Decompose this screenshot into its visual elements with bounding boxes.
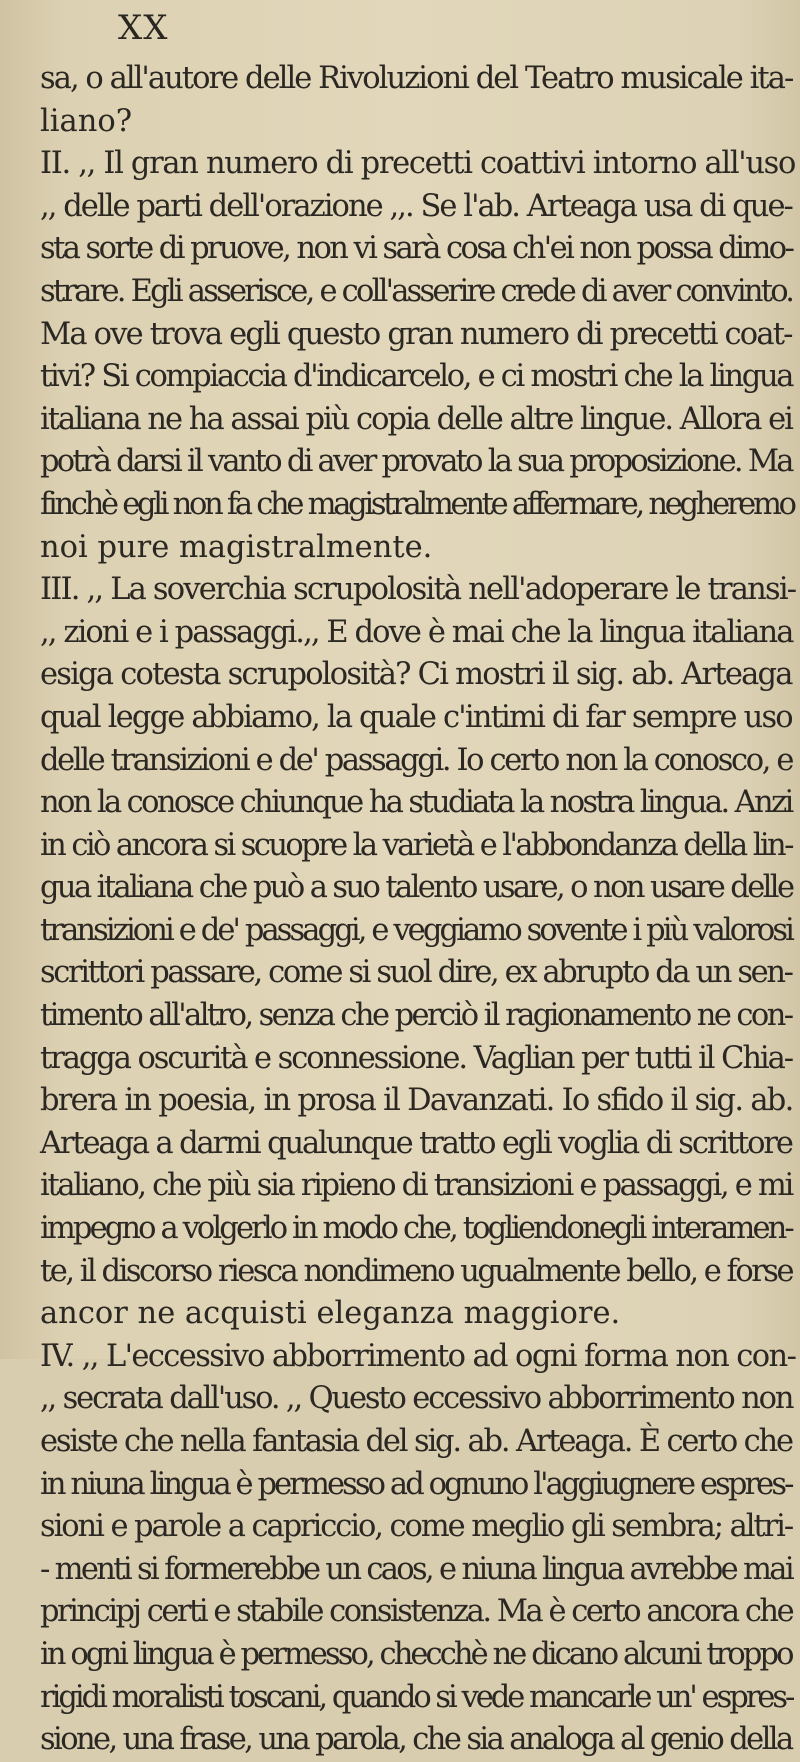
text-line: in niuna lingua è permesso ad ognuno l'aggiugnere espres- bbox=[40, 1466, 792, 1502]
text-line: finchè egli non fa che magistralmente affermare, negheremo bbox=[40, 486, 794, 522]
text-line: Ma ove trova egli questo gran numero di precetti coat- bbox=[40, 316, 792, 352]
text-line: delle transizioni e de' passaggi. Io certo non la conosco, e bbox=[40, 742, 793, 778]
text-line: te, il discorso riesca nondimeno ugualmente bello, e forse bbox=[40, 1253, 793, 1289]
text-line: Arteaga a darmi qualunque tratto egli voglia di scrittore bbox=[40, 1125, 792, 1161]
text-line: non la conosce chiunque ha studiata la nostra lingua. Anzi bbox=[40, 785, 792, 821]
text-line: italiana ne ha assai più copia delle altre lingue. Allora ei bbox=[40, 401, 792, 437]
text-line: in ciò ancora si scuopre la varietà e l'abbondanza della lin- bbox=[40, 827, 792, 863]
text-line: potrà darsi il vanto di aver provato la sua proposizione. Ma bbox=[40, 444, 792, 480]
text-line: sioni e parole a capriccio, come meglio gli sembra; altri- bbox=[40, 1509, 793, 1545]
text-line: esiste che nella fantasia del sig. ab. Arteaga. È certo che bbox=[40, 1424, 792, 1459]
text-line: III. ,, La soverchia scrupolosità nell'adoperare le transi- bbox=[40, 572, 796, 608]
text-line: strare. Egli asserisce, e coll'asserire crede di aver convinto. bbox=[40, 273, 793, 309]
text-line: sta sorte di pruove, non vi sarà cosa ch'ei non possa dimo- bbox=[40, 231, 793, 267]
text-line: brera in poesia, in prosa il Davanzati. Io sfido il sig. ab. bbox=[40, 1083, 793, 1119]
text-line: ancor ne acquisti eleganza maggiore. bbox=[40, 1296, 621, 1332]
body-text bbox=[40, 58, 796, 1762]
text-line: impegno a volgerlo in modo che, togliendonegli interamen- bbox=[40, 1211, 792, 1247]
text-line: II. ,, Il gran numero di precetti coattivi intorno all'uso bbox=[40, 146, 796, 182]
text-line: qual legge abbiamo, la quale c'intimi di far sempre uso bbox=[40, 699, 792, 735]
text-line: sione, una frase, una parola, che sia analoga al genio della bbox=[40, 1722, 792, 1758]
text-line: IV. ,, L'eccessivo abborrimento ad ogni forma non con- bbox=[40, 1338, 796, 1374]
text-line: ,, zioni e i passaggi.,, E dove è mai che la lingua italiana bbox=[40, 614, 793, 650]
text-line: noi pure magistralmente. bbox=[40, 529, 433, 565]
text-line: scrittori passare, come si suol dire, ex abrupto da un sen- bbox=[40, 955, 792, 991]
text-line: italiano, che più sia ripieno di transizioni e passaggi, e mi bbox=[40, 1168, 792, 1204]
text-line: ,, delle parti dell'orazione ,,. Se l'ab. Arteaga usa di que- bbox=[40, 188, 792, 224]
text-line: ,, secrata dall'uso. ,, Questo eccessivo abborrimento non bbox=[40, 1381, 793, 1417]
text-line: tragga oscurità e sconnessione. Vaglian per tutti il Chia- bbox=[40, 1040, 792, 1076]
text-line: in ogni lingua è permesso, checchè ne dicano alcuni troppo bbox=[40, 1636, 792, 1672]
text-line: timento all'altro, senza che perciò il ragionamento ne con- bbox=[40, 998, 792, 1034]
page-number: XX bbox=[118, 8, 169, 48]
text-line: tivi? Si compiaccia d'indicarcelo, e ci mostri che la lingua bbox=[40, 359, 793, 395]
text-line: principj certi e stabile consistenza. Ma è certo ancora che bbox=[40, 1594, 793, 1630]
text-line: sa, o all'autore delle Rivoluzioni del Teatro musicale ita- bbox=[40, 61, 793, 96]
text-line: liano? bbox=[40, 103, 133, 139]
text-line: esiga cotesta scrupolosità? Ci mostri il sig. ab. Arteaga bbox=[40, 657, 792, 693]
text-line: gua italiana che può a suo talento usare, o non usare delle bbox=[40, 870, 793, 906]
text-line: rigidi moralisti toscani, quando si vede mancarle un' espres- bbox=[40, 1679, 793, 1715]
text-line: transizioni e de' passaggi, e veggiamo sovente i più valorosi bbox=[40, 912, 793, 948]
text-line: - menti si formerebbe un caos, e niuna lingua avrebbe mai bbox=[40, 1551, 792, 1587]
